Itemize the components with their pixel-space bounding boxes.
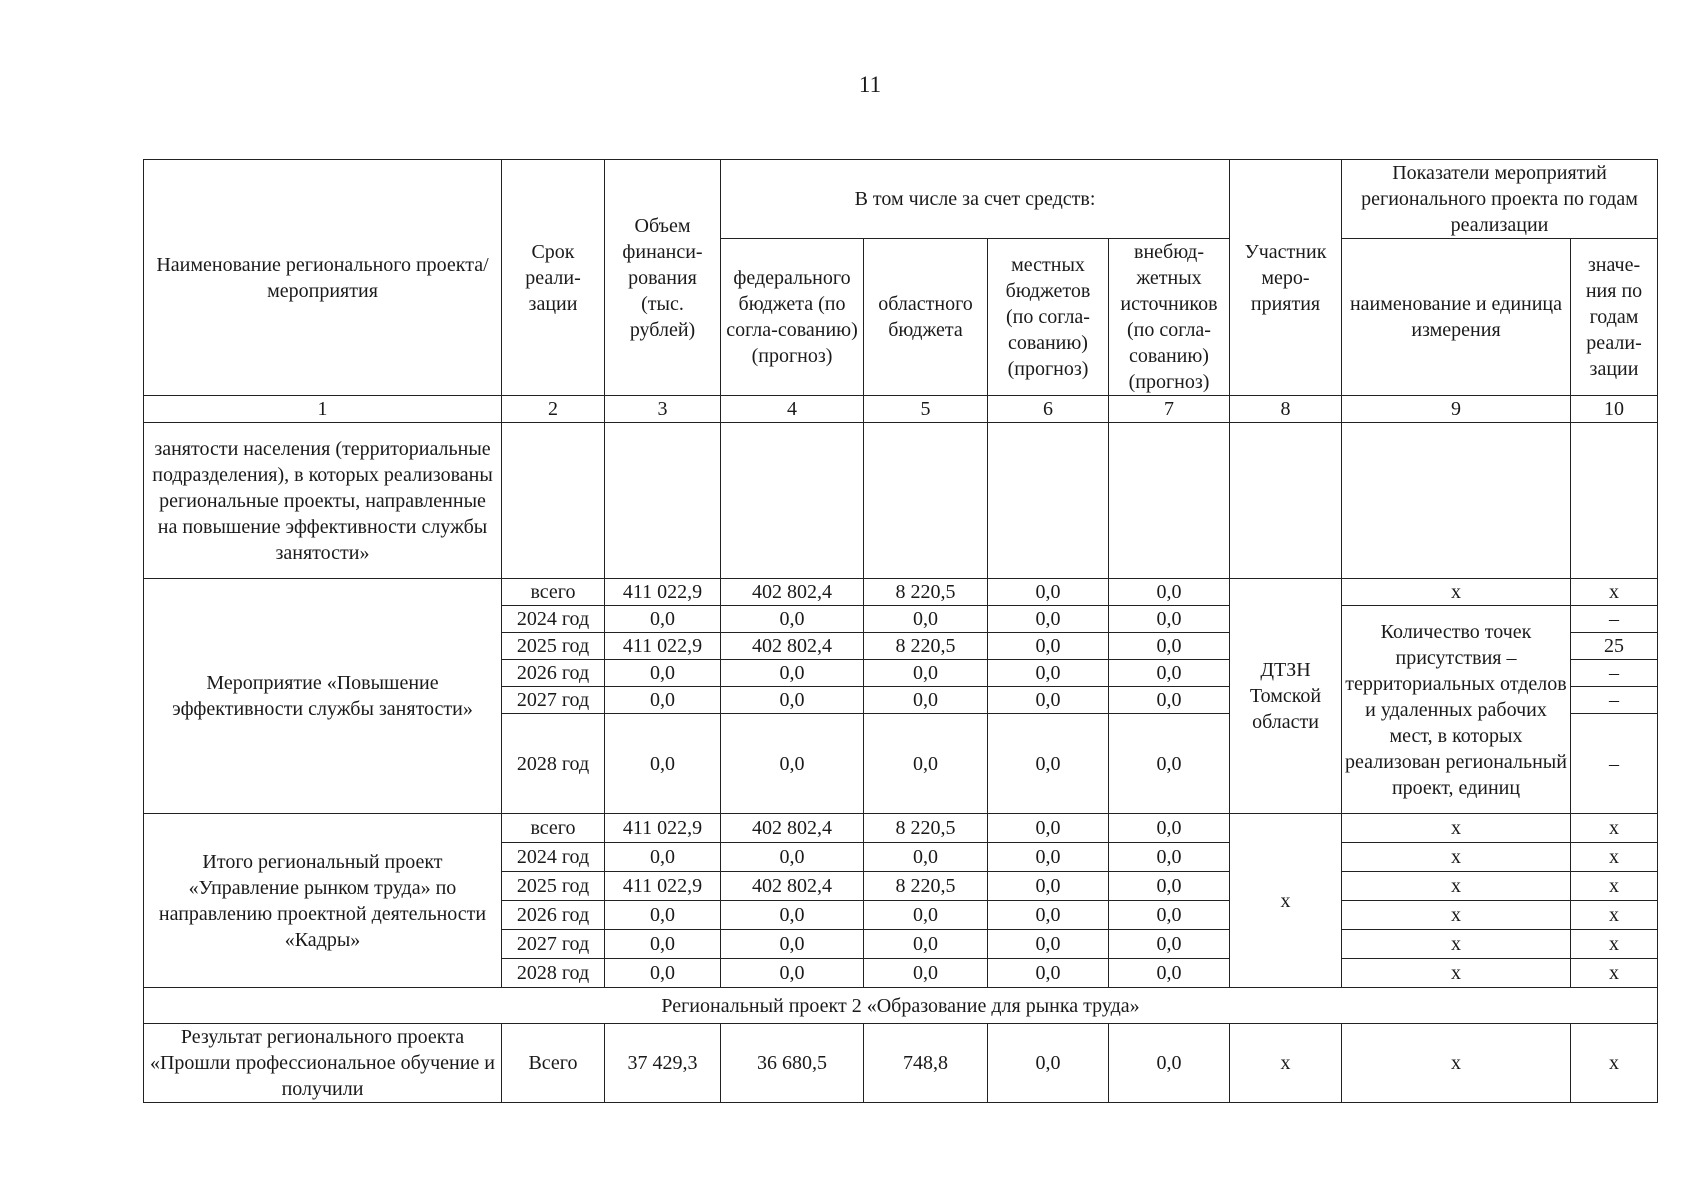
term-cell: 2027 год [502, 930, 605, 959]
volume-cell: 411 022,9 [605, 579, 721, 606]
term-cell: Всего [502, 1024, 605, 1103]
indicator-name-cell: х [1342, 930, 1571, 959]
section-title: Региональный проект 2 «Образование для рынка труда» [144, 988, 1658, 1024]
federal-cell: 402 802,4 [721, 872, 864, 901]
header-extra: внебюд-жетных источников (по согла-сованию) (прогноз) [1109, 239, 1230, 396]
result-row [144, 1024, 1658, 1103]
column-number: 3 [605, 396, 721, 423]
local-cell: 0,0 [988, 579, 1109, 606]
header-regional: областного бюджета [864, 239, 988, 396]
column-number: 1 [144, 396, 502, 423]
total-project-name: Итого региональный проект «Управление рынком труда» по направлению проектной деятельности «Кадры» [144, 814, 502, 988]
total-row [144, 814, 1658, 843]
column-number-row [144, 396, 1658, 423]
regional-cell: 748,8 [864, 1024, 988, 1103]
regional-cell: 8 220,5 [864, 872, 988, 901]
local-cell: 0,0 [988, 687, 1109, 714]
header-incl-group: В том числе за счет средств: [721, 160, 1230, 239]
volume-cell: 0,0 [605, 959, 721, 988]
federal-cell: 0,0 [721, 901, 864, 930]
indicator-name-cell: х [1342, 814, 1571, 843]
extra-cell: 0,0 [1109, 633, 1230, 660]
regional-cell: 0,0 [864, 714, 988, 814]
indicator-value-cell: – [1571, 606, 1658, 633]
local-cell: 0,0 [988, 1024, 1109, 1103]
local-cell: 0,0 [988, 633, 1109, 660]
local-cell: 0,0 [988, 872, 1109, 901]
header-row-1 [144, 160, 1658, 239]
federal-cell: 0,0 [721, 687, 864, 714]
column-number: 2 [502, 396, 605, 423]
column-number: 5 [864, 396, 988, 423]
extra-cell: 0,0 [1109, 930, 1230, 959]
column-number: 9 [1342, 396, 1571, 423]
extra-cell: 0,0 [1109, 606, 1230, 633]
indicator-name-cell: х [1342, 1024, 1571, 1103]
extra-cell: 0,0 [1109, 959, 1230, 988]
regional-cell: 0,0 [864, 959, 988, 988]
indicator-value-cell: 25 [1571, 633, 1658, 660]
term-cell: всего [502, 579, 605, 606]
indicator-name-cell: х [1342, 843, 1571, 872]
term-cell: 2027 год [502, 687, 605, 714]
budget-table [143, 159, 1658, 1103]
local-cell: 0,0 [988, 606, 1109, 633]
header-term: Срок реали-зации [502, 160, 605, 396]
regional-cell: 0,0 [864, 901, 988, 930]
header-federal: федерального бюджета (по согла-сованию) (прогноз) [721, 239, 864, 396]
indicator-value-cell: – [1571, 714, 1658, 814]
regional-cell: 0,0 [864, 930, 988, 959]
volume-cell: 0,0 [605, 606, 721, 633]
term-cell: 2024 год [502, 843, 605, 872]
local-cell: 0,0 [988, 959, 1109, 988]
federal-cell: 0,0 [721, 959, 864, 988]
volume-cell: 411 022,9 [605, 814, 721, 843]
indicator-value-cell: х [1571, 579, 1658, 606]
column-number: 10 [1571, 396, 1658, 423]
volume-cell: 0,0 [605, 714, 721, 814]
federal-cell: 402 802,4 [721, 579, 864, 606]
extra-cell: 0,0 [1109, 660, 1230, 687]
indicator-name-cell: х [1342, 872, 1571, 901]
indicator-name-cell: х [1342, 901, 1571, 930]
regional-cell: 0,0 [864, 606, 988, 633]
federal-cell: 0,0 [721, 606, 864, 633]
regional-cell: 8 220,5 [864, 633, 988, 660]
regional-cell: 0,0 [864, 843, 988, 872]
indicator-value-cell: х [1571, 843, 1658, 872]
volume-cell: 411 022,9 [605, 872, 721, 901]
indicator-value-cell: – [1571, 660, 1658, 687]
extra-cell: 0,0 [1109, 843, 1230, 872]
extra-cell: 0,0 [1109, 1024, 1230, 1103]
federal-cell: 0,0 [721, 660, 864, 687]
page-number: 11 [858, 72, 882, 97]
volume-cell: 0,0 [605, 660, 721, 687]
federal-cell: 402 802,4 [721, 814, 864, 843]
header-ind-values: значе-ния по годам реали-зации [1571, 239, 1658, 396]
volume-cell: 0,0 [605, 901, 721, 930]
regional-cell: 0,0 [864, 660, 988, 687]
column-number: 8 [1230, 396, 1342, 423]
total-project-participant: х [1230, 814, 1342, 988]
volume-cell: 411 022,9 [605, 633, 721, 660]
indicator-value-cell: х [1571, 814, 1658, 843]
volume-cell: 0,0 [605, 843, 721, 872]
local-cell: 0,0 [988, 714, 1109, 814]
extra-cell: 0,0 [1109, 687, 1230, 714]
indicator-value-cell: х [1571, 930, 1658, 959]
extra-cell: 0,0 [1109, 579, 1230, 606]
extra-cell: 0,0 [1109, 714, 1230, 814]
result-participant: х [1230, 1024, 1342, 1103]
term-cell: 2026 год [502, 660, 605, 687]
header-name: Наименование регионального проекта/мероприятия [144, 160, 502, 396]
volume-cell: 0,0 [605, 687, 721, 714]
volume-cell: 0,0 [605, 930, 721, 959]
term-cell: 2024 год [502, 606, 605, 633]
indicator-value-cell: х [1571, 901, 1658, 930]
measure-name: Мероприятие «Повышение эффективности службы занятости» [144, 579, 502, 814]
local-cell: 0,0 [988, 930, 1109, 959]
indicator-name-cell: х [1342, 579, 1571, 606]
result-name: Результат регионального проекта «Прошли профессиональное обучение и получили [144, 1024, 502, 1103]
federal-cell: 0,0 [721, 843, 864, 872]
regional-cell: 8 220,5 [864, 814, 988, 843]
term-cell: 2025 год [502, 872, 605, 901]
continuation-text: занятости населения (территориальные подразделения), в которых реализованы региональные проекты, направленные на повышение эффективности службы занятости» [144, 423, 502, 579]
header-ind-name: наименование и единица измерения [1342, 239, 1571, 396]
indicator-name-cell: х [1342, 959, 1571, 988]
column-number: 6 [988, 396, 1109, 423]
continuation-row [144, 423, 1658, 579]
federal-cell: 402 802,4 [721, 633, 864, 660]
term-cell: 2025 год [502, 633, 605, 660]
section-title-row [144, 988, 1658, 1024]
header-volume: Объем финанси-рования (тыс. рублей) [605, 160, 721, 396]
local-cell: 0,0 [988, 843, 1109, 872]
measure-indicator-name: Количество точек присутствия – территориальных отделов и удаленных рабочих мест, в которых реализован региональный проект, единиц [1342, 606, 1571, 814]
regional-cell: 8 220,5 [864, 579, 988, 606]
term-cell: 2028 год [502, 959, 605, 988]
indicator-value-cell: – [1571, 687, 1658, 714]
extra-cell: 0,0 [1109, 814, 1230, 843]
extra-cell: 0,0 [1109, 901, 1230, 930]
federal-cell: 36 680,5 [721, 1024, 864, 1103]
indicator-value-cell: х [1571, 872, 1658, 901]
local-cell: 0,0 [988, 814, 1109, 843]
column-number: 7 [1109, 396, 1230, 423]
extra-cell: 0,0 [1109, 872, 1230, 901]
term-cell: 2028 год [502, 714, 605, 814]
regional-cell: 0,0 [864, 687, 988, 714]
federal-cell: 0,0 [721, 930, 864, 959]
column-number: 4 [721, 396, 864, 423]
local-cell: 0,0 [988, 901, 1109, 930]
volume-cell: 37 429,3 [605, 1024, 721, 1103]
header-participant: Участник меро-приятия [1230, 160, 1342, 396]
measure-row [144, 579, 1658, 606]
measure-participant: ДТЗН Томской области [1230, 579, 1342, 814]
term-cell: 2026 год [502, 901, 605, 930]
indicator-value-cell: х [1571, 1024, 1658, 1103]
term-cell: всего [502, 814, 605, 843]
header-indicators-group: Показатели мероприятий регионального проекта по годам реализации [1342, 160, 1658, 239]
federal-cell: 0,0 [721, 714, 864, 814]
indicator-value-cell: х [1571, 959, 1658, 988]
header-local: местных бюджетов (по согла-сованию) (прогноз) [988, 239, 1109, 396]
local-cell: 0,0 [988, 660, 1109, 687]
